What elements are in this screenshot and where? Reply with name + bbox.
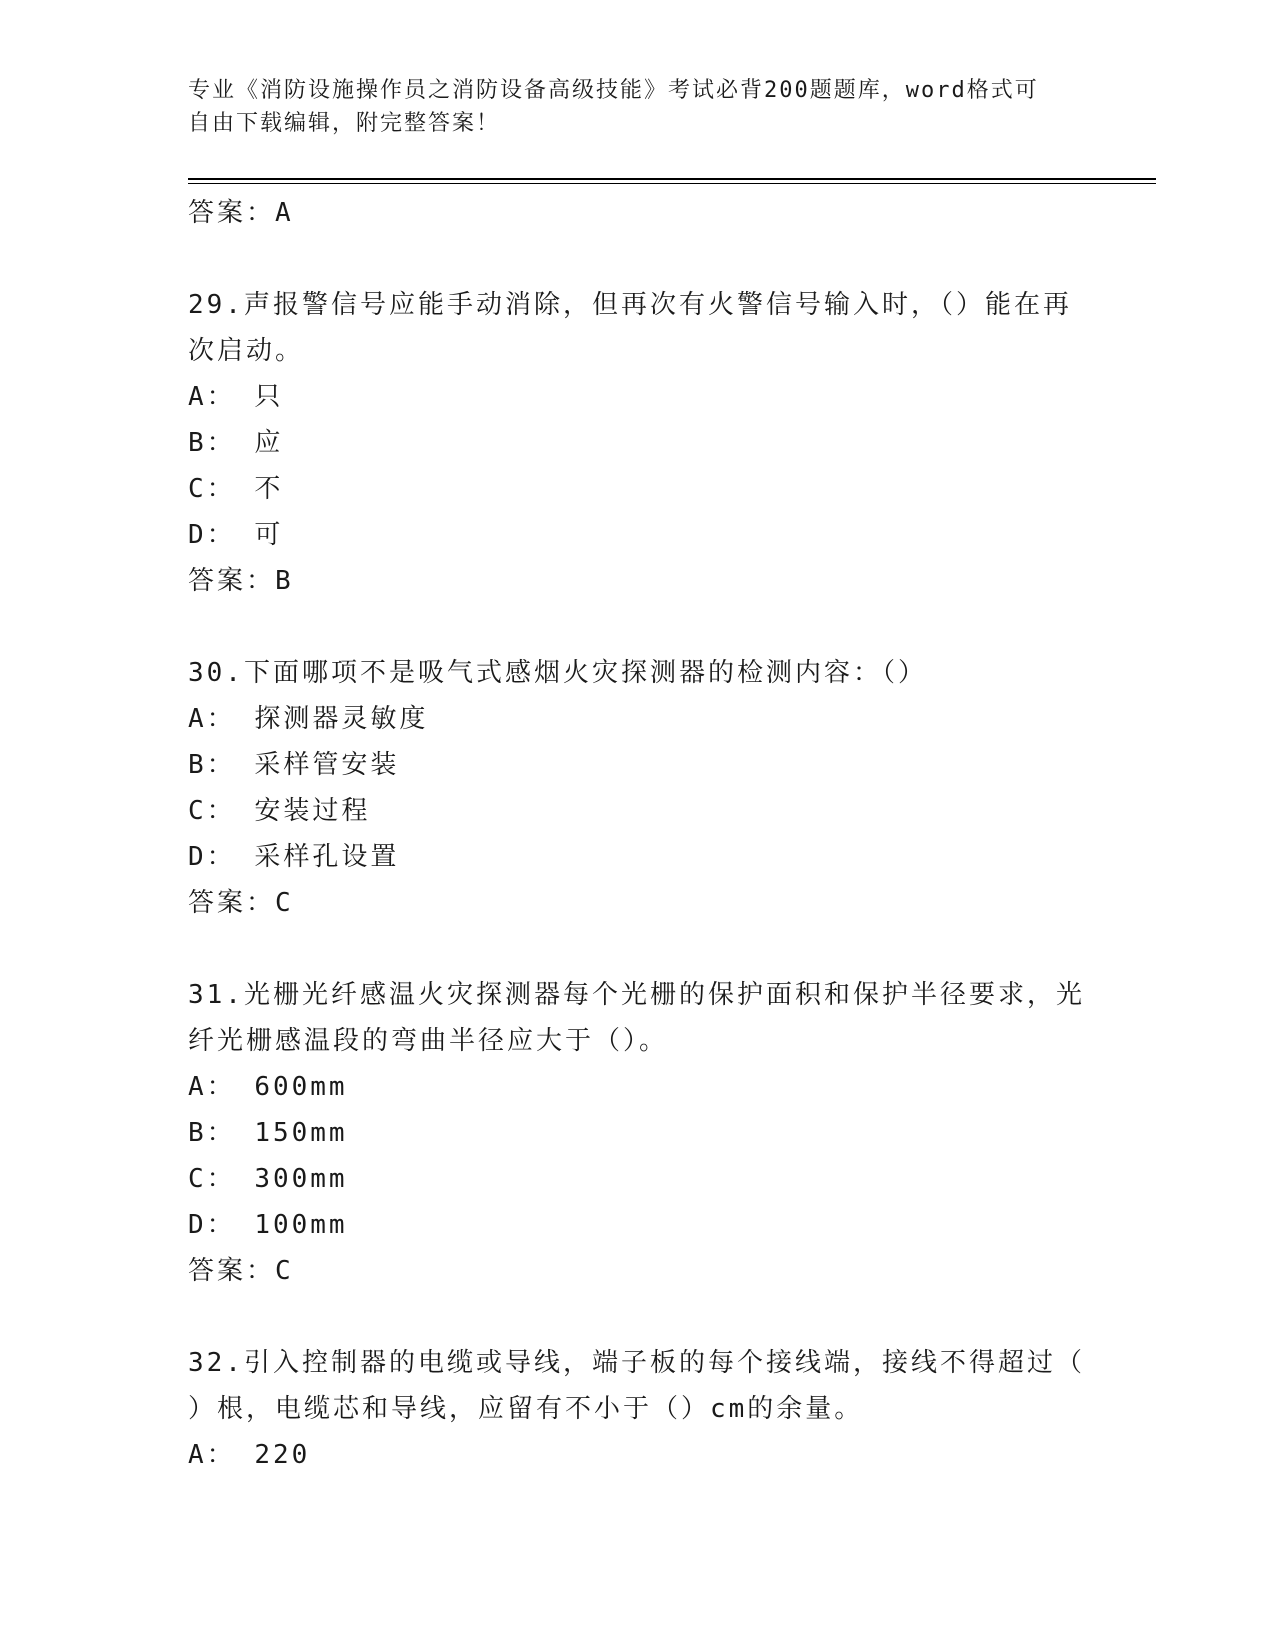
answer-line: [188, 190, 1088, 236]
header-rule-thin: [188, 183, 1156, 184]
header-rule-thick: [188, 178, 1156, 180]
option-d: D： 可: [188, 520, 284, 550]
question-text-line: 31.光栅光纤感温火灾探测器每个光栅的保护面积和保护半径要求，光: [188, 980, 1085, 1010]
question-text-line: 次启动。: [188, 336, 305, 366]
question-text-line: ）根，电缆芯和导线，应留有不小于（）cm的余量。: [188, 1394, 864, 1424]
option-d: D： 100mm: [188, 1210, 348, 1240]
question-block: [188, 650, 1088, 926]
answer-value: C: [275, 1256, 294, 1286]
question-list: [188, 190, 1088, 1478]
option-a: A： 只: [188, 382, 284, 412]
option-a: A： 220: [188, 1440, 311, 1470]
option-c: C： 300mm: [188, 1164, 348, 1194]
question-block: [188, 972, 1088, 1294]
answer-label: 答案：: [188, 198, 276, 228]
option-c: C： 不: [188, 474, 284, 504]
question-text-line: 纤光栅感温段的弯曲半径应大于（）。: [188, 1026, 669, 1056]
option-b: B： 采样管安装: [188, 750, 400, 780]
answer-line: [188, 1248, 1088, 1294]
header-line-2: 自由下载编辑，附完整答案！: [188, 111, 501, 136]
option-a: A： 探测器灵敏度: [188, 704, 429, 734]
header-line-1: 专业《消防设施操作员之消防设备高级技能》考试必背200题题库，word格式可: [188, 78, 1039, 103]
answer-line: [188, 880, 1088, 926]
question-text-line: 32.引入控制器的电缆或导线，端子板的每个接线端，接线不得超过（: [188, 1348, 1085, 1378]
option-d: D： 采样孔设置: [188, 842, 400, 872]
option-a: A： 600mm: [188, 1072, 348, 1102]
option-b: B： 150mm: [188, 1118, 348, 1148]
option-b: B： 应: [188, 428, 284, 458]
answer-value: A: [275, 198, 294, 228]
answer-label: 答案：: [188, 888, 276, 918]
question-text-line: 30.下面哪项不是吸气式感烟火灾探测器的检测内容：（）: [188, 658, 927, 688]
document-header: [188, 74, 1088, 140]
question-block: [188, 282, 1088, 604]
question-block: [188, 1340, 1088, 1478]
question-text-line: 29.声报警信号应能手动消除，但再次有火警信号输入时，（）能在再: [188, 290, 1072, 320]
answer-value: B: [275, 566, 294, 596]
answer-label: 答案：: [188, 1256, 276, 1286]
answer-label: 答案：: [188, 566, 276, 596]
answer-value: C: [275, 888, 294, 918]
option-c: C： 安装过程: [188, 796, 371, 826]
answer-line: [188, 558, 1088, 604]
